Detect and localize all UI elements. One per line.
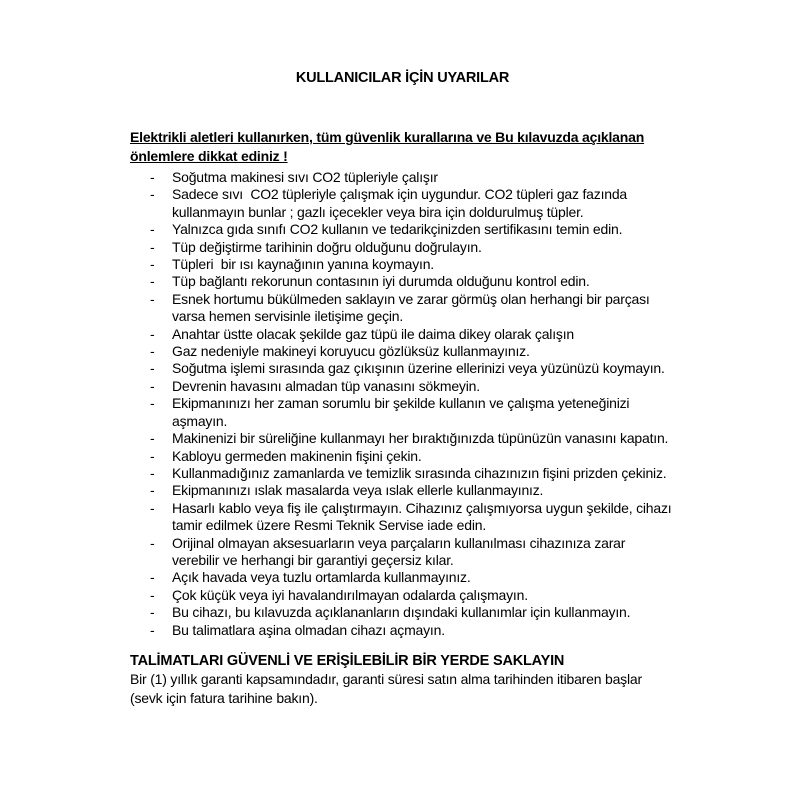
warning-item [130, 622, 675, 639]
warning-item-text: Bu cihazı, bu kılavuzda açıklananların dışındaki kullanımlar için kullanmayın. [172, 604, 631, 621]
warning-item-text: Açık havada veya tuzlu ortamlarda kullanmayınız. [172, 569, 471, 586]
warning-item-text: Anahtar üstte olacak şekilde gaz tüpü ile daima dikey olarak çalışın [172, 325, 574, 342]
dash-bullet: - [150, 343, 155, 360]
warning-item-text: Tüp değiştirme tarihinin doğru olduğunu doğrulayın. [172, 238, 482, 255]
warning-item [130, 448, 675, 465]
warning-item [130, 535, 675, 570]
dash-bullet: - [150, 256, 155, 273]
warning-item-text: Orijinal olmayan aksesuarların veya parçaların kullanılması cihazınıza zarar verebilir ve herhangi bir garantiyi geçersiz kılar. [172, 534, 629, 568]
dash-bullet: - [150, 430, 155, 447]
dash-bullet: - [150, 377, 155, 394]
warning-list [130, 169, 675, 639]
dash-bullet: - [150, 325, 155, 342]
storage-heading: TALİMATLARI GÜVENLİ VE ERİŞİLEBİLİR BİR YERDE SAKLAYIN [130, 652, 565, 669]
warning-item [130, 169, 675, 186]
warning-item [130, 360, 675, 377]
warning-item-text: Gaz nedeniyle makineyi koruyucu gözlüksüz kullanmayınız. [172, 343, 530, 360]
dash-bullet: - [150, 499, 155, 516]
warning-item [130, 291, 675, 326]
dash-bullet: - [150, 186, 155, 203]
warning-item-text: Tüp bağlantı rekorunun contasının iyi durumda olduğunu kontrol edin. [172, 273, 590, 290]
warning-item-text: Esnek hortumu bükülmeden saklayın ve zarar görmüş olan herhangi bir parçası varsa hemen servisinle iletişime geçin. [172, 290, 654, 325]
warning-item-text: Hasarlı kablo veya fiş ile çalıştırmayın. Cihazınız çalışmıyorsa uygun şekilde, cihazı tamir edilmek üzere Resmi Teknik Servise iade edin. [172, 499, 676, 534]
warning-item-text: Sadece sıvı CO2 tüpleriyle çalışmak için uygundur. CO2 tüpleri gaz fazında kullanmayın bunlar ; gazlı içecekler veya bira için doldurulmuş tüpler. [172, 186, 631, 220]
warning-item [130, 604, 675, 621]
dash-bullet: - [150, 447, 155, 464]
dash-bullet: - [150, 586, 155, 603]
dash-bullet: - [150, 360, 155, 377]
dash-bullet: - [150, 238, 155, 255]
warning-item-text: Ekipmanınızı her zaman sorumlu bir şekilde kullanın ve çalışma yeteneğinizi aşmayın. [172, 395, 634, 429]
warning-item [130, 221, 675, 238]
warning-item-text: Soğutma makinesi sıvı CO2 tüpleriyle çalışır [172, 169, 438, 185]
warranty-text: Bir (1) yıllık garanti kapsamındadır, garanti süresi satın alma tarihinden itibaren başlar (sevk için fatura tarihine bakın). [130, 671, 642, 706]
warning-item [130, 430, 675, 447]
warning-item-text: Çok küçük veya iyi havalandırılmayan odalarda çalışmayın. [172, 586, 528, 603]
warning-item [130, 256, 675, 273]
warning-item [130, 587, 675, 604]
warning-item-text: Soğutma işlemi sırasında gaz çıkışının üzerine ellerinizi veya yüzünüzü koymayın. [172, 360, 665, 377]
warning-item-text: Tüpleri bir ısı kaynağının yanına koymayın. [172, 256, 434, 273]
warning-item [130, 273, 675, 290]
warning-item-text: Devrenin havasını almadan tüp vanasını sökmeyin. [172, 377, 480, 394]
warning-item [130, 465, 675, 482]
warning-item [130, 343, 675, 360]
warning-item [130, 326, 675, 343]
warning-item-text: Kullanmadığınız zamanlarda ve temizlik sırasında cihazınızın fişini prizden çekiniz. [172, 464, 667, 481]
warning-item-text: Kabloyu germeden makinenin fişini çekin. [172, 447, 422, 464]
dash-bullet: - [150, 395, 155, 412]
warning-item-text: Makinenizi bir süreliğine kullanmayı her bıraktığınızda tüpünüzün vanasını kapatın. [172, 430, 669, 447]
warning-item [130, 186, 675, 221]
dash-bullet: - [150, 273, 155, 290]
warning-item [130, 239, 675, 256]
dash-bullet: - [150, 169, 155, 185]
dash-bullet: - [150, 621, 155, 638]
warning-item-text: Ekipmanınızı ıslak masalarda veya ıslak ellerle kullanmayınız. [172, 482, 544, 499]
dash-bullet: - [150, 464, 155, 481]
dash-bullet: - [150, 290, 155, 307]
dash-bullet: - [150, 482, 155, 499]
warning-item [130, 395, 675, 430]
warning-item-text: Bu talimatlara aşina olmadan cihazı açmayın. [172, 621, 445, 638]
warning-item [130, 569, 675, 586]
dash-bullet: - [150, 534, 155, 551]
intro-warning: Elektrikli aletleri kullanırken, tüm güvenlik kurallarına ve Bu kılavuzda açıklanan önlemlere dikkat ediniz ! [130, 129, 645, 164]
page-title: KULLANICILAR İÇİN UYARILAR [295, 70, 510, 86]
dash-bullet: - [150, 221, 155, 238]
warning-item [130, 482, 675, 499]
warning-item [130, 500, 675, 535]
warning-item-text: Yalnızca gıda sınıfı CO2 kullanın ve tedarikçinizden sertifikasını temin edin. [172, 221, 623, 238]
dash-bullet: - [150, 604, 155, 621]
dash-bullet: - [150, 569, 155, 586]
warning-item [130, 378, 675, 395]
